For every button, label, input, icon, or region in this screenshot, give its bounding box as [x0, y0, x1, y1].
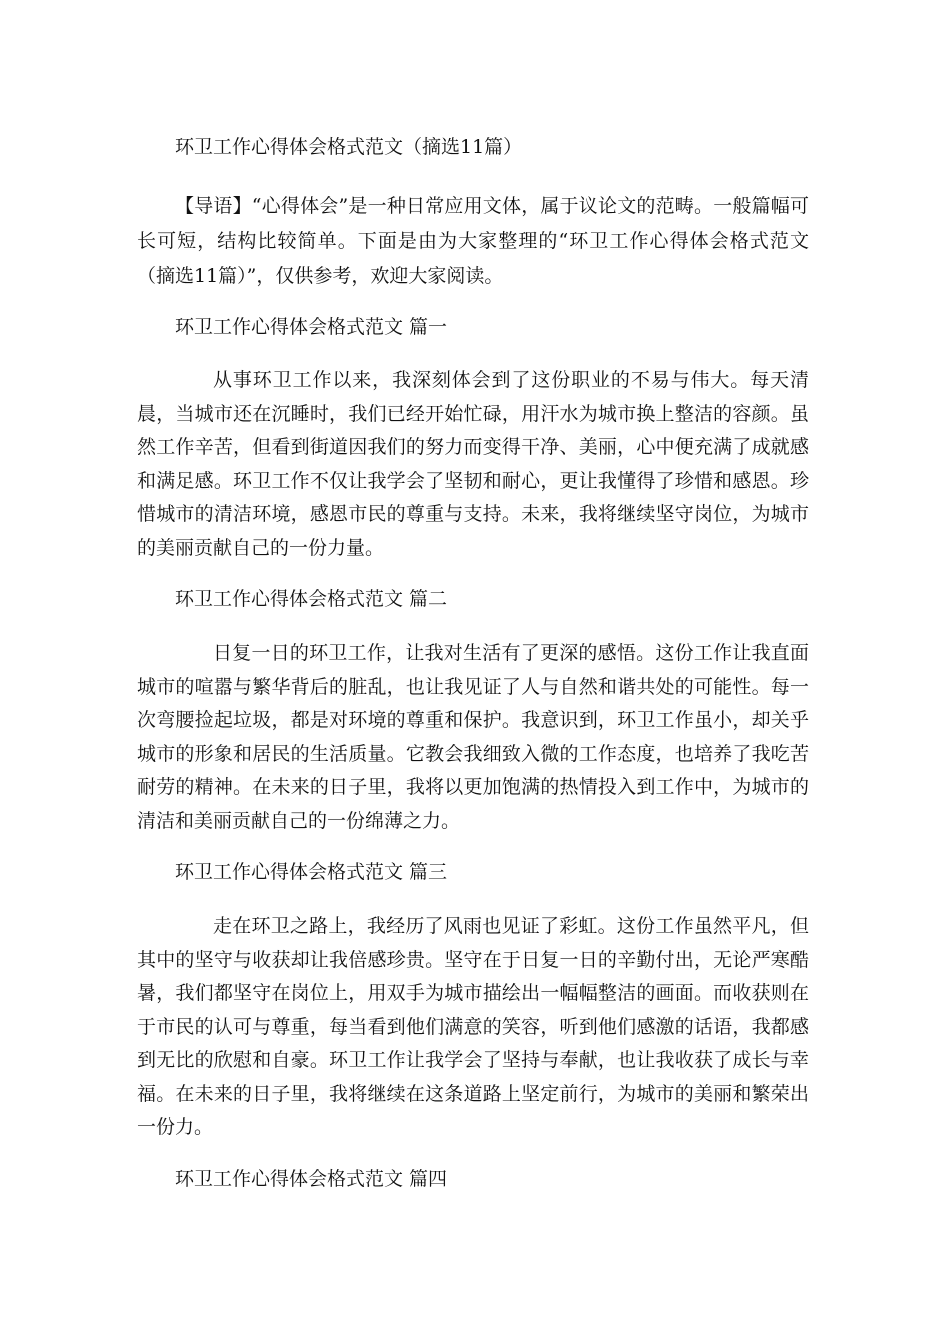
section-heading-4: 环卫工作心得体会格式范文 篇四	[175, 1168, 448, 1190]
section-body-1: 从事环卫工作以来，我深刻体会到了这份职业的不易与伟大。每天清晨，当城市还在沉睡时，我们已经开始忙碌，用汗水为城市换上整洁的容颜。虽然工作辛苦，但看到街道因我们的努力而变得干净、美丽，心中便充满了成就感和满足感。环卫工作不仅让我学会了坚韧和耐心，更让我懂得了珍惜和感恩。珍惜城市的清洁环境，感恩市民的尊重与支持。未来，我将继续坚守岗位，为城市的美丽贡献自己的一份力量。	[137, 369, 809, 559]
section-heading-1: 环卫工作心得体会格式范文 篇一	[175, 316, 448, 338]
intro-paragraph: 【导语】“心得体会”是一种日常应用文体，属于议论文的范畴。一般篇幅可长可短，结构比较简单。下面是由为大家整理的“环卫工作心得体会格式范文（摘选11篇）”，仅供参考，欢迎大家阅读。	[137, 195, 809, 287]
section-body-3: 走在环卫之路上，我经历了风雨也见证了彩虹。这份工作虽然平凡，但其中的坚守与收获却让我倍感珍贵。坚守在于日复一日的辛勤付出，无论严寒酷暑，我们都坚守在岗位上，用双手为城市描绘出一幅幅整洁的画面。而收获则在于市民的认可与尊重，每当看到他们满意的笑容，听到他们感激的话语，我都感到无比的欣慰和自豪。环卫工作让我学会了坚持与奉献，也让我收获了成长与幸福。在未来的日子里，我将继续在这条道路上坚定前行，为城市的美丽和繁荣出一份力。	[137, 915, 809, 1138]
document-title: 环卫工作心得体会格式范文（摘选11篇）	[175, 136, 523, 158]
section-heading-3: 环卫工作心得体会格式范文 篇三	[175, 861, 448, 883]
section-heading-2: 环卫工作心得体会格式范文 篇二	[175, 588, 448, 610]
section-body-2: 日复一日的环卫工作，让我对生活有了更深的感悟。这份工作让我直面城市的喧嚣与繁华背后的脏乱，也让我见证了人与自然和谐共处的可能性。每一次弯腰捡起垃圾，都是对环境的尊重和保护。我意识到，环卫工作虽小，却关乎城市的形象和居民的生活质量。它教会我细致入微的工作态度，也培养了我吃苦耐劳的精神。在未来的日子里，我将以更加饱满的热情投入到工作中，为城市的清洁和美丽贡献自己的一份绵薄之力。	[137, 642, 809, 832]
